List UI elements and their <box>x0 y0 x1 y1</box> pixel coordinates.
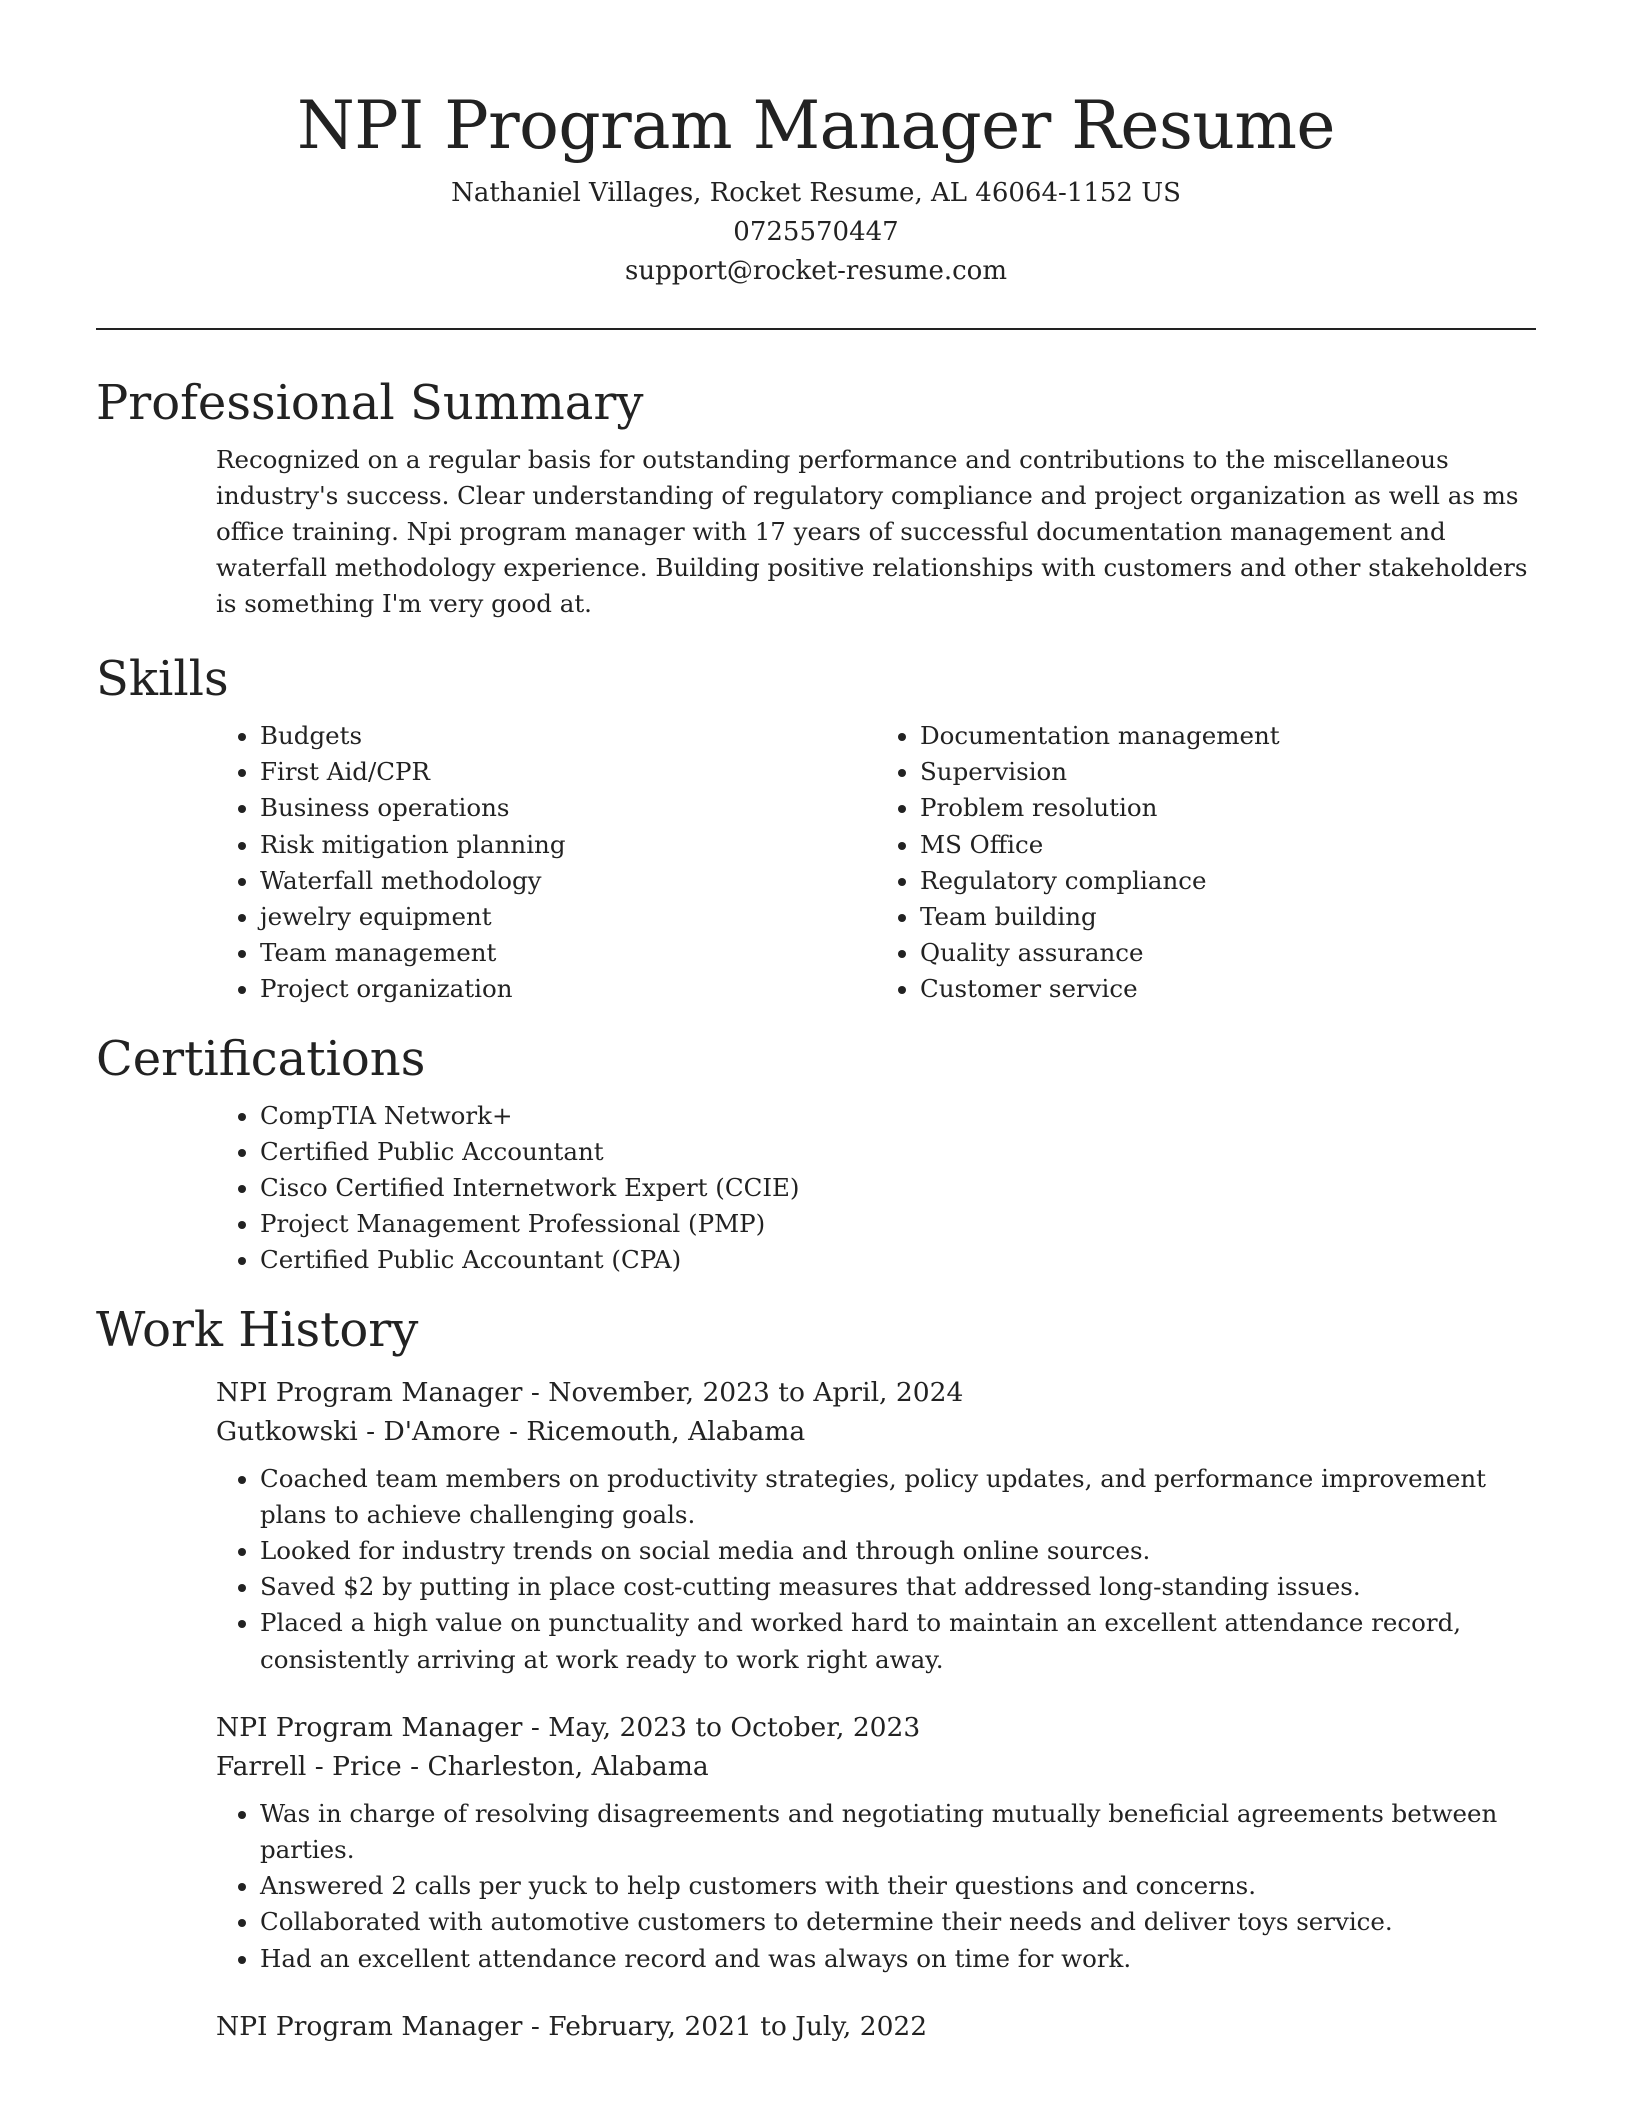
contact-block <box>96 174 1536 291</box>
job-entry <box>216 1708 1536 1977</box>
list-item: • Quality assurance <box>920 935 1536 971</box>
list-item: • Risk mitigation planning <box>260 827 876 863</box>
list-item: • Waterfall methodology <box>260 863 876 899</box>
list-item: • jewelry equipment <box>260 899 876 935</box>
job-dates: - November, 2023 to April, 2024 <box>522 1376 964 1408</box>
list-item: • Saved $2 by putting in place cost-cutting measures that addressed long-standing issues. <box>260 1569 1536 1605</box>
list-item: • Business operations <box>260 790 876 826</box>
summary-heading: Professional Summary <box>96 375 644 431</box>
list-item: • Team building <box>920 899 1536 935</box>
list-item: • Budgets <box>260 718 876 754</box>
list-item: • Had an excellent attendance record and was always on time for work. <box>260 1941 1536 1977</box>
skills-heading: Skills <box>96 651 229 707</box>
certifications-list <box>216 1098 1536 1279</box>
list-item: • Certified Public Accountant (CPA) <box>260 1242 1536 1278</box>
contact-phone: 0725570447 <box>733 217 899 247</box>
contact-address: Nathaniel Villages, Rocket Resume, AL 46064-1152 US <box>451 178 1181 208</box>
job-company: Farrell - Price <box>216 1750 402 1782</box>
list-item: • Supervision <box>920 754 1536 790</box>
certifications-block <box>216 1098 1536 1279</box>
list-item: • CompTIA Network+ <box>260 1098 1536 1134</box>
list-item: • Customer service <box>920 971 1536 1007</box>
job-company-line <box>216 1747 1536 1786</box>
work-history-heading: Work History <box>96 1301 419 1358</box>
skills-list-right <box>876 718 1536 1008</box>
job-title-line <box>216 1708 1536 1747</box>
list-item: • Problem resolution <box>920 790 1536 826</box>
job-title-line <box>216 1373 1536 1412</box>
job-title-line <box>216 2007 1536 2046</box>
list-item: • Cisco Certified Internetwork Expert (CCIE) <box>260 1170 1536 1206</box>
list-item: • Collaborated with automotive customers to determine their needs and deliver toys service. <box>260 1904 1536 1940</box>
job-company-line <box>216 1412 1536 1451</box>
list-item: • Placed a high value on punctuality and worked hard to maintain an excellent attendance record, consistently arriving at work ready to work right away. <box>260 1605 1536 1677</box>
summary-text: Recognized on a regular basis for outstanding performance and contributions to the miscellaneous industry's success. Clear understanding of regulatory compliance and project organization as well as ms office training. Npi program manager with 17 years of successful documentation management and waterfall methodology experience. Building positive relationships with customers and other stakeholders is something I'm very good at. <box>216 445 1528 618</box>
list-item: • Project Management Professional (PMP) <box>260 1206 1536 1242</box>
list-item: • Looked for industry trends on social media and through online sources. <box>260 1533 1536 1569</box>
job-role: NPI Program Manager <box>216 1376 523 1408</box>
list-item: • MS Office <box>920 827 1536 863</box>
resume-page <box>96 0 1536 2046</box>
job-dates: - May, 2023 to October, 2023 <box>522 1711 921 1743</box>
certifications-heading: Certifications <box>96 1030 426 1087</box>
job-dates: - February, 2021 to July, 2022 <box>522 2010 928 2042</box>
list-item: • Certified Public Accountant <box>260 1134 1536 1170</box>
list-item: • Answered 2 calls per yuck to help customers with their questions and concerns. <box>260 1868 1536 1904</box>
list-item: • Team management <box>260 935 876 971</box>
job-entry <box>216 2007 1536 2046</box>
job-bullets <box>216 1461 1536 1678</box>
header-divider <box>96 328 1536 330</box>
list-item: • Was in charge of resolving disagreements and negotiating mutually beneficial agreements between parties. <box>260 1796 1536 1868</box>
job-entry <box>216 1373 1536 1678</box>
list-item: • First Aid/CPR <box>260 754 876 790</box>
job-role: NPI Program Manager <box>216 2010 523 2042</box>
list-item: • Coached team members on productivity strategies, policy updates, and performance improvement plans to achieve challenging goals. <box>260 1461 1536 1533</box>
list-item: • Project organization <box>260 971 876 1007</box>
job-bullets <box>216 1796 1536 1977</box>
resume-title: NPI Program Manager Resume <box>296 87 1335 164</box>
skills-list-left <box>216 718 876 1008</box>
job-company: Gutkowski - D'Amore <box>216 1415 501 1447</box>
contact-email: support@rocket-resume.com <box>624 256 1007 286</box>
list-item: • Regulatory compliance <box>920 863 1536 899</box>
list-item: • Documentation management <box>920 718 1536 754</box>
skills-columns <box>216 718 1536 1008</box>
job-role: NPI Program Manager <box>216 1711 523 1743</box>
job-location: - Charleston, Alabama <box>401 1750 709 1782</box>
job-location: - Ricemouth, Alabama <box>500 1415 806 1447</box>
